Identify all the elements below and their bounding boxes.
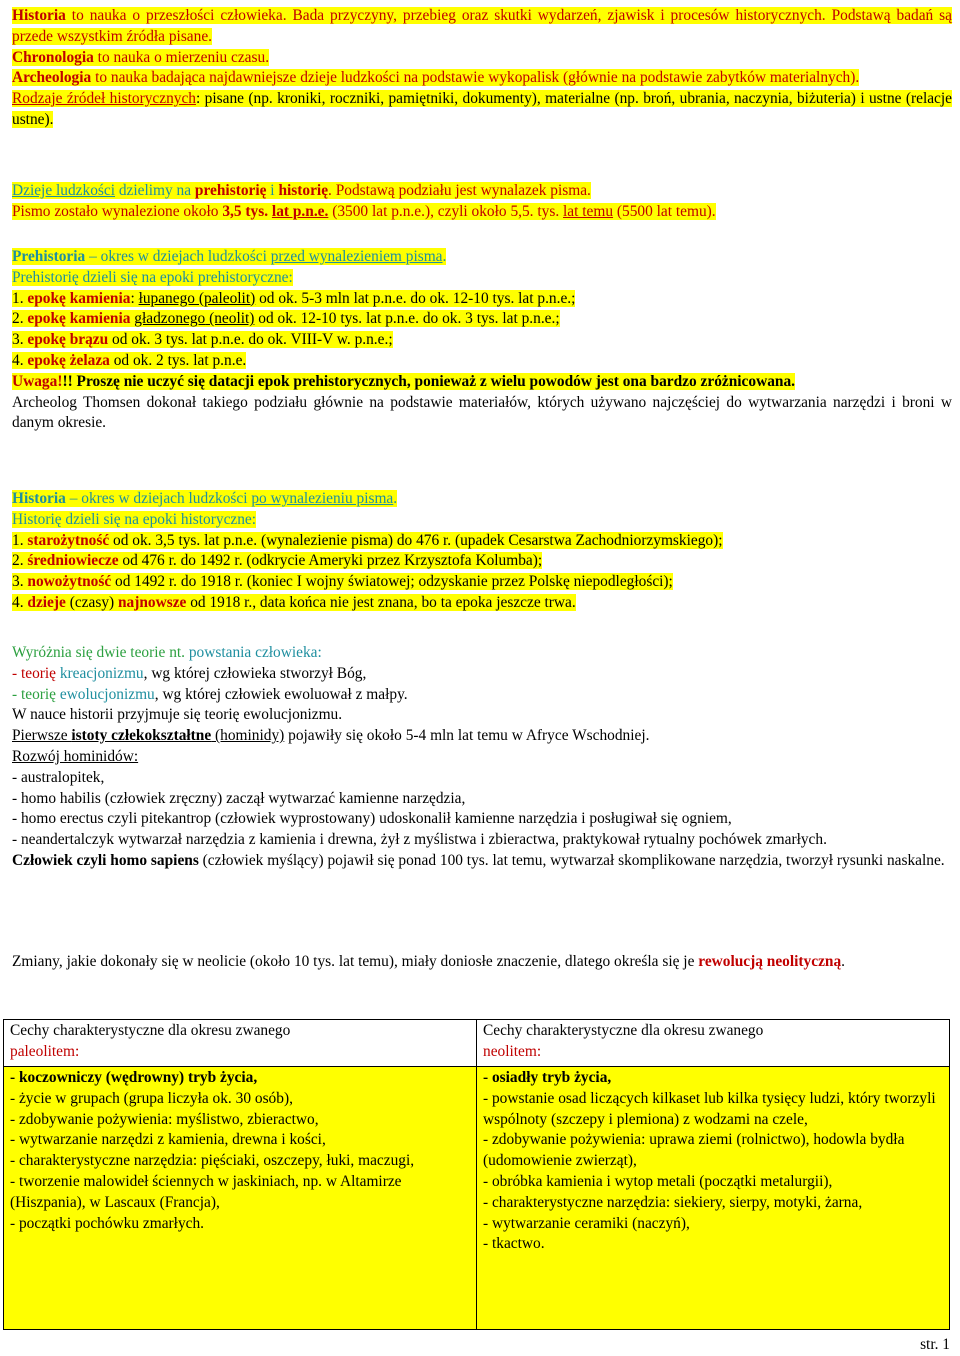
prehistory-epoch-4: 4. epokę żelaza od ok. 2 tys. lat p.n.e. [12, 351, 247, 369]
comparison-table [3, 1019, 950, 1330]
prehistory-epoch-1: 1. epokę kamienia: łupanego (paleolit) od ok. 5-3 mln lat p.n.e. do ok. 12-10 tys. lat p.n.e.; [12, 289, 576, 307]
division-line-2: Pismo zostało wynalezione około 3,5 tys. lat p.n.e. (3500 lat p.n.e.), czyli około 5,5. tys. lat temu (5500 lat temu). [12, 202, 716, 220]
paleolith-header-text: Cechy charakterystyczne dla okresu zwanego [10, 1022, 291, 1039]
history-intro: Historię dzieli się na epoki historyczne: [12, 510, 257, 528]
list-item: - obróbka kamienia i wytop metali (początki metalurgii), [483, 1172, 833, 1190]
paleolith-term: paleolitem: [10, 1042, 80, 1060]
list-item: - wytwarzanie narzędzi z kamienia, drewna i kości, [10, 1131, 326, 1149]
prehistory-warning: Uwaga!!! Proszę nie uczyć się datacji epok prehistorycznych, ponieważ z wielu powodów jest ona bardzo zróżnicowana. [12, 372, 795, 390]
list-item: - tworzenie malowideł ściennych w jaskiniach, np. w Altamirze (Hiszpania), w Lascaux (Francja), [10, 1172, 402, 1211]
division-section [12, 181, 952, 223]
prehistory-epoch-2: 2. epokę kamienia gładzonego (neolit) od ok. 12-10 tys. lat p.n.e. do ok. 3 tys. lat p.n.e.; [12, 310, 560, 328]
theory-evolutionism: - teorię ewolucjonizmu, wg której człowiek ewoluował z małpy. [12, 685, 408, 703]
list-item: - charakterystyczne narzędzia: siekiery, sierpy, motyki, żarna, [483, 1193, 863, 1211]
history-epoch-1: 1. starożytność od ok. 3,5 tys. lat p.n.e. (wynalezienie pisma) do 476 r. (upadek Cesarstwa Zachodniorzymskiego); [12, 531, 723, 549]
hominid-item: - homo erectus czyli pitekantrop (człowiek wyprostowany) udoskonalił kamienne narzędzia i posługiwał się ogniem, [12, 810, 732, 828]
neolith-features [477, 1067, 950, 1330]
list-item: - wytwarzanie ceramiki (naczyń), [483, 1214, 690, 1232]
intro-section [12, 6, 952, 131]
list-item: - charakterystyczne narzędzia: pięściaki, oszczepy, łuki, maczugi, [10, 1152, 415, 1170]
neolith-header [477, 1020, 950, 1067]
list-item: - życie w grupach (grupa liczyła ok. 30 osób), [10, 1089, 293, 1107]
thomsen-note: Archeolog Thomsen dokonał takiego podziału głównie na podstawie materiałów, których używano najczęściej do wytwarzania narzędzi i broni w danym okresie. [12, 393, 952, 432]
prehistory-section [12, 247, 952, 434]
science-note: W nauce historii przyjmuje się teorię ewolucjonizmu. [12, 706, 343, 724]
source-types: Rodzaje źródeł historycznych: pisane (np. kroniki, roczniki, pamiętniki, dokumenty), materialne (np. broń, ubrania, naczynia, biżuteria) i ustne (relacje ustne). [12, 90, 952, 128]
first-hominids: Pierwsze istoty człekokształtne (hominidy) pojawiły się około 5-4 mln lat temu w Afryce Wschodniej. [12, 727, 650, 745]
hominid-item: - australopitek, [12, 768, 105, 786]
hominid-development-heading: Rozwój hominidów: [12, 747, 139, 765]
homo-sapiens: Człowiek czyli homo sapiens (człowiek myślący) pojawił się ponad 100 tys. lat temu, wytwarzał skomplikowane narzędzia, tworzył rysunki naskalne. [12, 851, 945, 869]
list-item: - osiadły tryb życia, [483, 1069, 612, 1086]
table-body-row [4, 1067, 950, 1330]
theory-creationism: - teorię kreacjonizmu, wg której człowieka stworzył Bóg, [12, 664, 367, 682]
list-item: - początki pochówku zmarłych. [10, 1214, 205, 1232]
history-epoch-2: 2. średniowiecze od 476 r. do 1492 r. (odkrycie Ameryki przez Krzysztofa Kolumba); [12, 552, 543, 570]
neolith-term: neolitem: [483, 1042, 542, 1060]
list-item: - koczowniczy (wędrowny) tryb życia, [10, 1069, 258, 1086]
prehistory-definition: Prehistoria – okres w dziejach ludzkości przed wynalezieniem pisma. [12, 248, 447, 265]
theories-heading: Wyróżnia się dwie teorie nt. powstania człowieka: [12, 644, 322, 661]
list-item: - zdobywanie pożywienia: uprawa ziemi (rolnictwo), hodowla bydła (udomowienie zwierząt), [483, 1131, 905, 1170]
page-number: str. 1 [920, 1336, 950, 1353]
neolithic-revolution: Zmiany, jakie dokonały się w neolicie (około 10 tys. lat temu), miały doniosłe znaczenie, dlatego określa się je rewolucją neolityczną. [12, 953, 846, 970]
hominid-item: - neandertalczyk wytwarzał narzędzia z kamienia i drewna, żył z myślistwa i zbieractwa, praktykował rytualny pochówek zmarłych. [12, 831, 827, 849]
history-epoch-3: 3. nowożytność od 1492 r. do 1918 r. (koniec I wojny światowej; odzyskanie przez Polskę niepodległości); [12, 573, 673, 591]
history-section [12, 489, 952, 614]
history-definition: Historia – okres w dziejach ludzkości po wynalezieniu pisma. [12, 490, 398, 507]
division-line-1: Dzieje ludzkości dzielimy na prehistorię i historię. Podstawą podziału jest wynalazek pisma. [12, 182, 591, 199]
list-item: - tkactwo. [483, 1235, 545, 1253]
list-item: - powstanie osad liczących kilkaset lub kilka tysięcy ludzi, który tworzyli wspólnoty (szczepy i plemiona) z wodzami na czele, [483, 1089, 936, 1128]
history-epoch-4: 4. dzieje (czasy) najnowsze od 1918 r., data końca nie jest znana, bo ta epoka jeszcze trwa. [12, 593, 576, 611]
neolithic-section [12, 952, 952, 973]
paleolith-features [4, 1067, 477, 1330]
neolith-header-text: Cechy charakterystyczne dla okresu zwanego [483, 1022, 764, 1039]
theories-section [12, 643, 952, 872]
hominid-item: - homo habilis (człowiek zręczny) zaczął wytwarzać kamienne narzędzia, [12, 789, 466, 807]
archeologia-definition: Archeologia to nauka badająca najdawniejsze dzieje ludzkości na podstawie wykopalisk (głównie na podstawie zabytków materialnych). [12, 69, 860, 87]
prehistory-epoch-3: 3. epokę brązu od ok. 3 tys. lat p.n.e. do ok. VIII-V w. p.n.e.; [12, 331, 393, 349]
paleolith-header [4, 1020, 477, 1067]
chronologia-definition: Chronologia to nauka o mierzeniu czasu. [12, 48, 270, 66]
historia-definition: Historia to nauka o przeszłości człowieka. Bada przyczyny, przebieg oraz skutki wydarzeń, zjawisk i procesów historycznych. Podstawą badań są przede wszystkim źródła pisane. [12, 7, 952, 45]
prehistory-intro: Prehistorię dzieli się na epoki prehistoryczne: [12, 268, 293, 286]
table-header-row [4, 1020, 950, 1067]
list-item: - zdobywanie pożywienia: myślistwo, zbieractwo, [10, 1110, 319, 1128]
